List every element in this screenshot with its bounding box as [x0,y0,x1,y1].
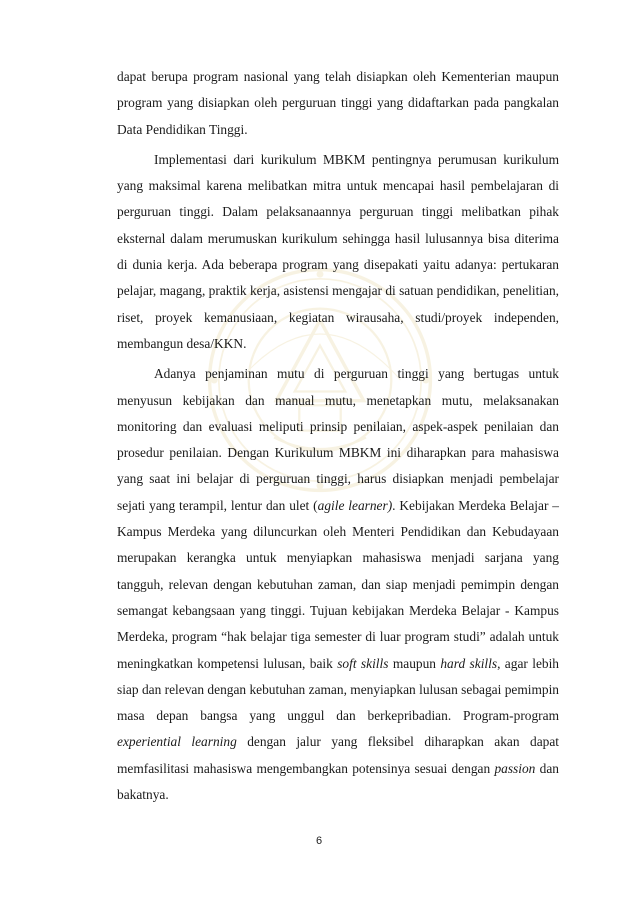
text-run: , agar lebih siap dan relevan dengan kebutuhan zaman, menyiapkan lulusan sebagai pemimpin masa depan bangsa yang unggul dan berkepribadian. Program-program [117,655,559,724]
italic-term: hard skills [440,655,498,671]
italic-term: experiential learning [117,734,237,750]
text-run: dan bakatnya. [117,760,559,803]
text-run: dapat berupa program nasional yang telah disiapkan oleh Kementerian maupun program yang disiapkan oleh perguruan tinggi yang didaftarkan pada pangkalan Data Pendidikan Tinggi. [117,69,559,137]
text-run: maupun [388,655,441,671]
paragraph-3 [117,361,559,808]
italic-term: passion [494,760,536,776]
text-run: . Kebijakan Merdeka Belajar – Kampus Merdeka yang diluncurkan oleh Menteri Pendidikan dan Kebudayaan merupakan kerangka untuk menyiapkan mahasiswa menjadi sarjana yang tangguh, relevan dengan kebutuhan zaman, dan siap menjadi pemimpin dengan semangat kebangsaan yang tinggi. Tujuan kebijakan Merdeka Belajar - Kampus Merdeka, program “hak belajar tiga semester di luar program studi” adalah untuk meningkatkan kompetensi lulusan, baik [117,497,559,671]
text-run: Adanya penjaminan mutu di perguruan tinggi yang bertugas untuk menyusun kebijakan dan manual mutu, menetapkan mutu, melaksanakan monitoring dan evaluasi meliputi prinsip penilaian, aspek-aspek penilaian dan prosedur penilaian. Dengan Kurikulum MBKM ini diharapkan para mahasiswa yang saat ini belajar di perguruan tinggi, harus disiapkan menjadi pembelajar sejati yang terampil, lentur dan ulet ( [117,366,559,513]
paragraph-1 [117,64,559,143]
paragraph-2 [117,147,559,357]
text-run: dengan jalur yang fleksibel diharapkan akan dapat memfasilitasi mahasiswa mengembangkan potensinya sesuai dengan [117,734,559,776]
italic-term: agile learner) [317,497,393,513]
text-run: Implementasi dari kurikulum MBKM pentingnya perumusan kurikulum yang maksimal karena melibatkan mitra untuk mencapai hasil pembelajaran di perguruan tinggi. Dalam pelaksanaannya perguruan tinggi melibatkan pihak eksternal dalam merumuskan kurikulum sehingga hasil lulusannya bisa diterima di dunia kerja. Ada beberapa program yang disepakati yaitu adanya: pertukaran pelajar, magang, praktik kerja, asistensi mengajar di satuan pendidikan, penelitian, riset, proyek kemanusiaan, kegiatan wirausaha, studi/proyek independen, membangun desa/KKN. [117,151,559,351]
page-number: 6 [315,835,323,847]
italic-term: soft skills [337,655,389,671]
document-body [117,64,559,812]
